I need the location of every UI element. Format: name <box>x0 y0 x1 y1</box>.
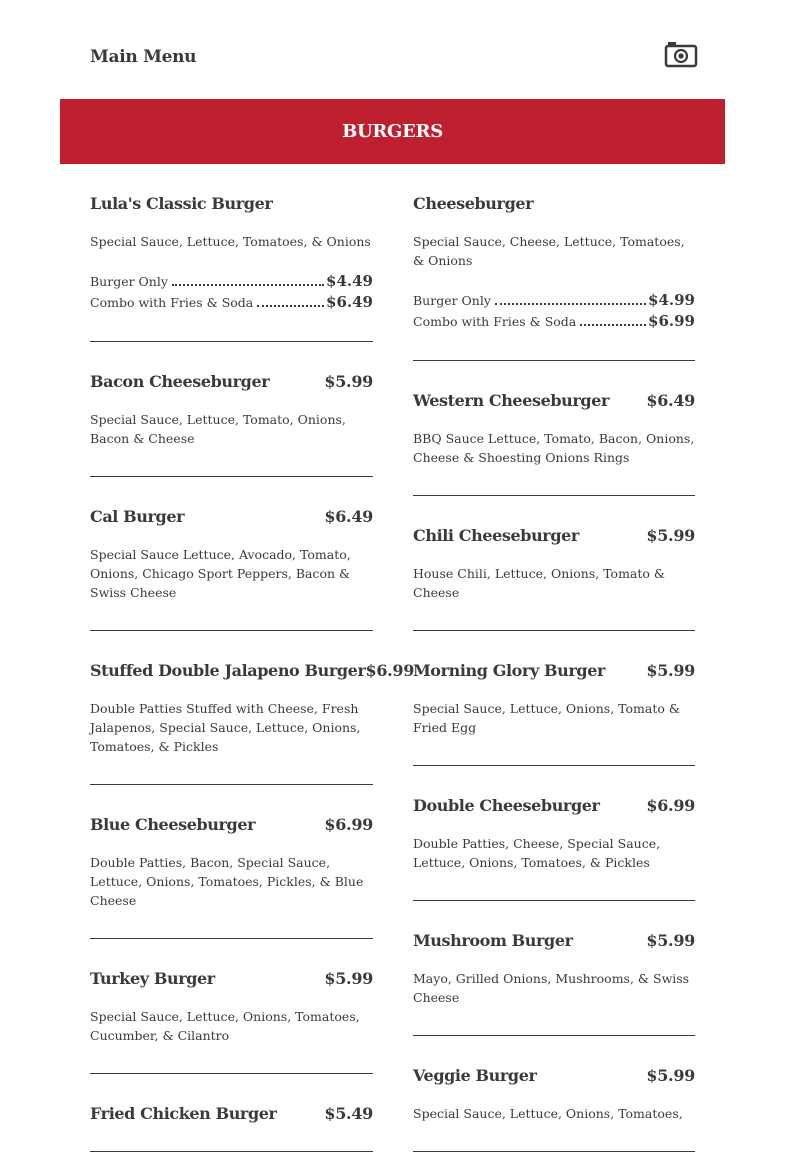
menu-item-name: Lula's Classic Burger <box>90 194 273 213</box>
menu-item-name: Double Cheeseburger <box>413 796 600 815</box>
menu-item-price: $6.99 <box>365 661 415 680</box>
menu-item-header <box>90 815 373 834</box>
menu-item-description: Special Sauce, Lettuce, Tomato, Onions, Bacon & Cheese <box>90 412 346 446</box>
menu-item-header <box>413 194 695 213</box>
menu-item-name: Turkey Burger <box>90 969 215 988</box>
menu-item <box>90 1074 373 1152</box>
menu-item <box>413 496 695 631</box>
menu-item-name: Cal Burger <box>90 507 185 526</box>
menu-item <box>90 164 373 342</box>
main-menu-link[interactable]: Main Menu <box>90 47 197 67</box>
dot-leader <box>257 305 324 307</box>
top-bar <box>0 0 785 99</box>
menu-item-description: Double Patties, Cheese, Special Sauce, Lettuce, Onions, Tomatoes, & Pickles <box>413 836 661 870</box>
menu-item-price: $5.99 <box>646 661 695 680</box>
menu-column-right <box>413 164 695 1152</box>
menu-item-header <box>90 507 373 526</box>
menu-option-price: $4.49 <box>326 272 373 290</box>
menu-item-price: $5.99 <box>646 931 695 950</box>
menu-item-description: BBQ Sauce Lettuce, Tomato, Bacon, Onions, Cheese & Shoesting Onions Rings <box>413 431 695 465</box>
menu-item-name: Morning Glory Burger <box>413 661 606 680</box>
menu-item-name: Mushroom Burger <box>413 931 573 950</box>
menu-item <box>413 631 695 766</box>
menu-item-header <box>413 526 695 545</box>
menu-item-price: $5.99 <box>646 526 695 545</box>
menu-item-header <box>90 1104 373 1123</box>
menu-item-description: House Chili, Lettuce, Onions, Tomato & Cheese <box>413 566 666 600</box>
menu-column-left <box>90 164 415 1152</box>
menu-item-description: Double Patties, Bacon, Special Sauce, Lettuce, Onions, Tomatoes, Pickles, & Blue Cheese <box>90 855 364 908</box>
menu-item <box>413 164 695 361</box>
menu-item-price: $6.99 <box>324 815 373 834</box>
menu-item-price: $6.99 <box>646 796 695 815</box>
menu-item <box>413 901 695 1036</box>
camera-icon[interactable] <box>664 40 698 68</box>
menu-item-header <box>90 372 373 391</box>
menu-item-description: Double Patties Stuffed with Cheese, Fresh Jalapenos, Special Sauce, Lettuce, Onions, Tomatoes, & Pickles <box>90 701 361 754</box>
menu-item-price: $6.49 <box>646 391 695 410</box>
menu-item-header <box>90 969 373 988</box>
menu-item <box>90 342 373 477</box>
menu-item-price: $5.99 <box>324 969 373 988</box>
menu-option-row <box>90 292 373 313</box>
menu-item-price: $5.99 <box>646 1066 695 1085</box>
menu-item-options <box>413 290 695 332</box>
menu-item-header <box>413 1066 695 1085</box>
menu-item-price: $5.49 <box>324 1104 373 1123</box>
menu-item <box>90 477 373 631</box>
menu-item <box>413 1036 695 1152</box>
menu-item-name: Fried Chicken Burger <box>90 1104 277 1123</box>
menu-item-name: Cheeseburger <box>413 194 534 213</box>
dot-leader <box>172 284 324 286</box>
menu-item-options <box>90 271 373 313</box>
dot-leader <box>495 303 646 305</box>
menu-option-label: Combo with Fries & Soda <box>90 295 254 310</box>
menu-item-header <box>413 931 695 950</box>
dot-leader <box>580 324 646 326</box>
menu-option-row <box>90 271 373 292</box>
menu-item-price: $5.99 <box>324 372 373 391</box>
menu-item-name: Stuffed Double Jalapeno Burger <box>90 661 366 680</box>
section-banner <box>60 99 725 164</box>
menu-option-label: Burger Only <box>90 274 168 289</box>
menu-option-label: Combo with Fries & Soda <box>413 314 577 329</box>
menu-item-description: Special Sauce, Lettuce, Tomatoes, & Onions <box>90 234 371 249</box>
menu-item-description: Special Sauce, Lettuce, Onions, Tomatoes, <box>413 1106 683 1121</box>
menu-item <box>90 785 373 939</box>
menu-item-header <box>413 796 695 815</box>
menu-item-name: Veggie Burger <box>413 1066 537 1085</box>
section-title: BURGERS <box>342 121 443 142</box>
menu-item-description: Special Sauce, Lettuce, Onions, Tomatoes, Cucumber, & Cilantro <box>90 1009 360 1043</box>
menu-item-name: Bacon Cheeseburger <box>90 372 270 391</box>
menu-item-description: Special Sauce, Lettuce, Onions, Tomato & Fried Egg <box>413 701 681 735</box>
menu-option-row <box>413 290 695 311</box>
menu-item <box>90 939 373 1074</box>
menu-item-header <box>413 661 695 680</box>
menu-option-row <box>413 311 695 332</box>
menu-item-header <box>413 391 695 410</box>
menu-option-price: $4.99 <box>648 291 695 309</box>
menu-item-price: $6.49 <box>324 507 373 526</box>
menu-item-name: Blue Cheeseburger <box>90 815 256 834</box>
menu-item-header <box>90 661 415 680</box>
menu-option-label: Burger Only <box>413 293 491 308</box>
menu-item-header <box>90 194 373 213</box>
menu-item-description: Special Sauce, Cheese, Lettuce, Tomatoes, & Onions <box>413 234 685 268</box>
menu-option-price: $6.49 <box>326 293 373 311</box>
menu-item-name: Chili Cheeseburger <box>413 526 579 545</box>
menu-item <box>413 361 695 496</box>
menu-item <box>90 631 415 785</box>
menu-item-description: Mayo, Grilled Onions, Mushrooms, & Swiss Cheese <box>413 971 690 1005</box>
menu-item <box>413 766 695 901</box>
menu-item-description: Special Sauce Lettuce, Avocado, Tomato, Onions, Chicago Sport Peppers, Bacon & Swiss Cheese <box>90 547 351 600</box>
menu-option-price: $6.99 <box>648 312 695 330</box>
menu-item-name: Western Cheeseburger <box>413 391 610 410</box>
